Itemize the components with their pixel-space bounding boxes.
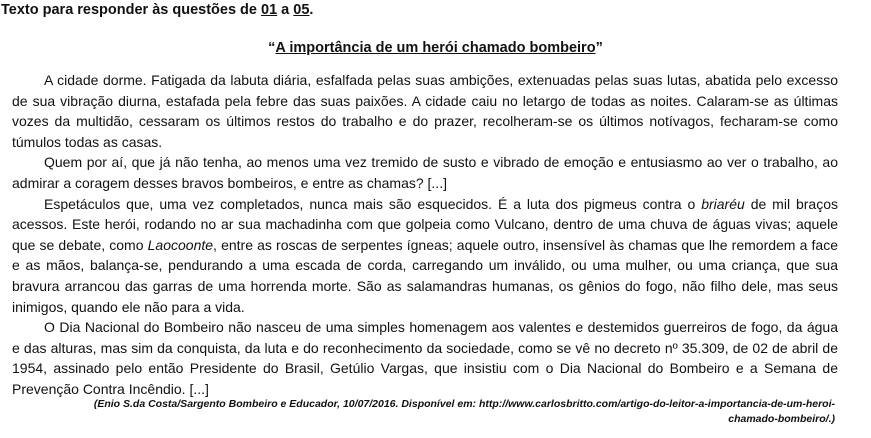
title-text: A importância de um herói chamado bombeiro [275, 40, 596, 56]
paragraph-1: A cidade dorme. Fatigada da labuta diária, esfalfada pelas suas ambições, extenuadas pelas suas lutas, abatida pelo excesso de sua vibração diurna, estafada pela febre das suas paixões. A cidade caiu no letargo de todas as noites. Calaram-se as últimas vozes da multidão, cessaram os últimos restos do trabalho e do prazer, recolheram-se os últimos notívagos, fecharam-se como túmulos todas as casas. [12, 72, 838, 150]
paragraph-2: Quem por aí, que já não tenha, ao menos uma vez tremido de susto e vibrado de emoção e entusiasmo ao ver o trabalho, ao admirar a coragem desses bravos bombeiros, e entre as chamas? [...] [12, 154, 838, 191]
question-to: 05 [293, 2, 310, 18]
question-from: 01 [261, 2, 278, 18]
instruction-suffix: . [309, 2, 314, 18]
paragraph-4: O Dia Nacional do Bombeiro não nasceu de uma simples homenagem aos valentes e destemidos guerreiros de fogo, da água e das alturas, mas sim da conquista, da luta e do reconhecimento da sociedade, como se vê no decreto nº 35.309, de 02 de abril de 1954, assinado pelo então Presidente do Brasil, Getúlio Vargas, que insistiu com o Dia Nacional do Bombeiro e a Semana de Prevenção Contra Incêndio. [...] [12, 319, 838, 397]
term-briareu: briaréu [701, 195, 745, 212]
paragraph-3 [12, 194, 838, 318]
instruction-prefix: Texto para responder às questões de [1, 2, 262, 18]
instruction-middle: a [277, 2, 294, 18]
paragraph-3-part-c: de mil braços acessos. Este herói, rodando no ar sua machadinha com que golpeia como Vulcano, dentro de uma chuva de águas vivas; aquele que se debate, como [12, 195, 838, 253]
term-laocoonte: Laocoonte [147, 236, 214, 253]
paragraph-3-part-a: Espetáculos que, uma vez completados, nunca mais são esquecidos. É a luta dos pigmeus contra o [44, 195, 702, 212]
article-body [12, 70, 838, 400]
instruction-line [1, 2, 313, 18]
source-citation: (Enio S.da Costa/Sargento Bombeiro e Educador, 10/07/2016. Disponível em: http://www.carlosbritto.com/artigo-do-leitor-a-importancia-de-um-heroi-chamado-bombeiro/.) [93, 398, 835, 425]
title-open-quote: “ [268, 40, 276, 56]
title-close-quote: ” [595, 40, 603, 56]
text-title [0, 40, 871, 56]
paragraph-3-part-e: , entre as roscas de serpentes ígneas; aquele outro, insensível às chamas que lhe remordem a face e as mãos, balança-se, pendurando a uma escada de corda, carregando um inválido, ou uma mulher, ou uma criança, que sua bravura arrancou das garras de uma horrenda morte. São as salamandras humanas, os gênios do fogo, não filho dele, mas seus inimigos, quando ele não para a vida. [12, 236, 838, 315]
